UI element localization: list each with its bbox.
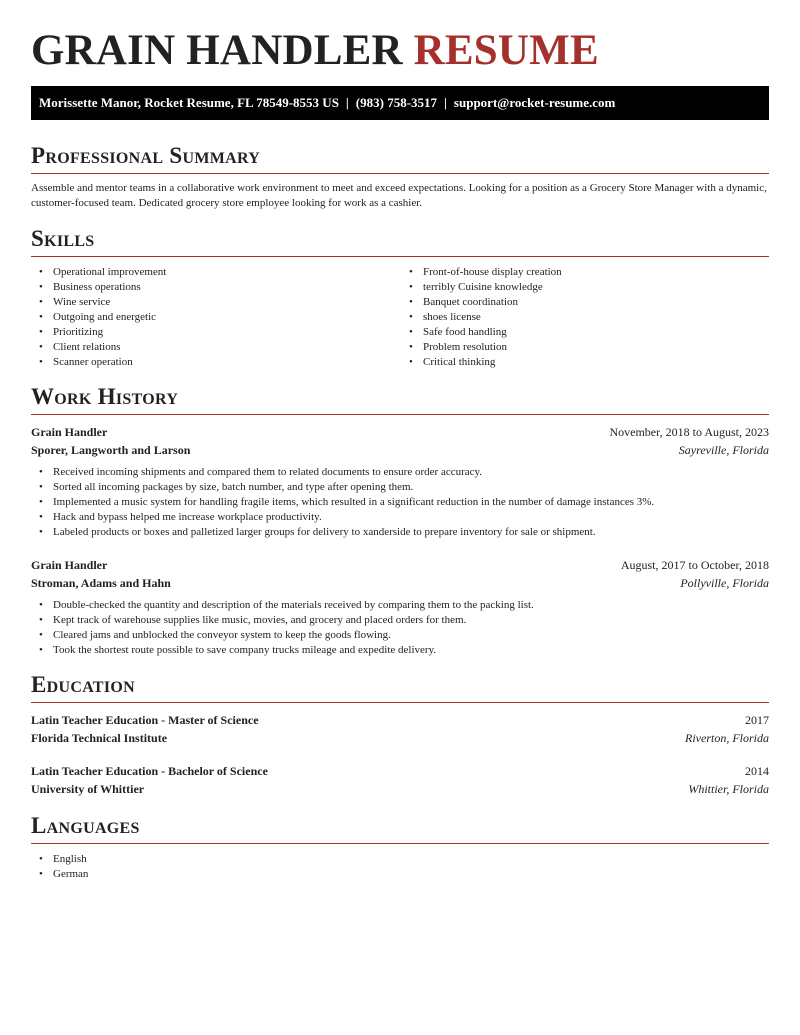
education-school: Florida Technical Institute <box>31 731 168 745</box>
skill-item: • Banquet coordination <box>401 295 769 310</box>
skill-item: • Problem resolution <box>401 340 769 355</box>
job-dates: August, 2017 to October, 2018 <box>620 558 769 572</box>
job-company: Sporer, Langworth and Larson <box>31 443 191 457</box>
skills-section <box>31 225 769 370</box>
education-degree-row <box>31 762 769 780</box>
education-location: Riverton, Florida <box>685 731 769 745</box>
skills-columns <box>31 265 769 370</box>
education-section <box>31 671 769 798</box>
education-year: 2014 <box>745 764 769 778</box>
job-location: Pollyville, Florida <box>680 576 769 590</box>
skill-item: • Prioritizing <box>31 325 399 340</box>
languages-list <box>31 852 769 882</box>
section-heading-skills: Skills <box>31 226 95 251</box>
section-heading-education: Education <box>31 672 135 697</box>
contact-bar <box>31 86 769 120</box>
job-entry <box>31 423 769 540</box>
job-duty: • Took the shortest route possible to save company trucks mileage and expedite delivery. <box>31 643 769 658</box>
title-name: GRAIN HANDLER <box>31 27 403 74</box>
education-entry <box>31 711 769 747</box>
contact-phone: (983) 758-3517 <box>355 95 438 110</box>
skill-item: • shoes license <box>401 310 769 325</box>
skill-item: • Operational improvement <box>31 265 399 280</box>
job-duty: • Sorted all incoming packages by size, batch number, and type after opening them. <box>31 480 769 495</box>
job-duty: • Implemented a music system for handling fragile items, which resulted in a significant reduction in the number of damage instances 3%. <box>31 495 769 510</box>
skill-item: • Business operations <box>31 280 399 295</box>
job-dates: November, 2018 to August, 2023 <box>609 425 769 439</box>
job-duty: • Labeled products or boxes and palletized larger groups for delivery to xanderside to prepare inventory for sale or shipment. <box>31 525 769 540</box>
job-title: Grain Handler <box>31 425 108 439</box>
skill-item: • Scanner operation <box>31 355 399 370</box>
skill-item: • Safe food handling <box>401 325 769 340</box>
section-divider <box>31 173 769 174</box>
summary-section <box>31 142 769 211</box>
skill-item: • Client relations <box>31 340 399 355</box>
resume-title <box>31 0 769 72</box>
section-divider <box>31 256 769 257</box>
section-divider <box>31 414 769 415</box>
job-duty: • Double-checked the quantity and description of the materials received by comparing them to the packing list. <box>31 598 769 613</box>
contact-address: Morissette Manor, Rocket Resume, FL 78549-8553 US <box>39 95 339 110</box>
language-item: • German <box>31 867 769 882</box>
section-divider <box>31 843 769 844</box>
title-suffix: RESUME <box>413 27 599 74</box>
skill-item: • Wine service <box>31 295 399 310</box>
job-duties-list <box>31 465 769 540</box>
skills-list-right <box>401 265 769 370</box>
job-duty: • Kept track of warehouse supplies like music, movies, and grocery and placed orders for them. <box>31 613 769 628</box>
section-heading-languages: Languages <box>31 813 140 838</box>
contact-email: support@rocket-resume.com <box>453 95 616 110</box>
skill-item: • terribly Cuisine knowledge <box>401 280 769 295</box>
section-heading-summary: Professional Summary <box>31 143 261 168</box>
education-degree: Latin Teacher Education - Master of Science <box>31 713 259 727</box>
summary-text: Assemble and mentor teams in a collaborative work environment to meet and exceed expectations. Looking for a position as a Grocery Store Manager with a dynamic, customer-focused team. Dedicated grocery store employee looking for work as a cashier. <box>31 182 767 209</box>
education-degree-row <box>31 711 769 729</box>
job-location: Sayreville, Florida <box>678 443 769 457</box>
education-entry <box>31 762 769 798</box>
skills-list-left <box>31 265 399 370</box>
job-company-row <box>31 574 769 592</box>
job-header-row <box>31 556 769 574</box>
education-school-row <box>31 729 769 747</box>
job-title: Grain Handler <box>31 558 108 572</box>
job-duty: • Hack and bypass helped me increase workplace productivity. <box>31 510 769 525</box>
job-duty: • Cleared jams and unblocked the conveyor system to keep the goods flowing. <box>31 628 769 643</box>
languages-section <box>31 812 769 882</box>
education-school-row <box>31 780 769 798</box>
education-location: Whittier, Florida <box>688 782 769 796</box>
section-divider <box>31 702 769 703</box>
job-header-row <box>31 423 769 441</box>
skills-column-left <box>31 265 399 370</box>
contact-separator: | <box>345 95 349 110</box>
skills-column-right <box>399 265 769 370</box>
education-degree: Latin Teacher Education - Bachelor of Science <box>31 764 268 778</box>
education-school: University of Whittier <box>31 782 145 796</box>
language-item: • English <box>31 852 769 867</box>
education-year: 2017 <box>745 713 769 727</box>
skill-item: • Front-of-house display creation <box>401 265 769 280</box>
job-company: Stroman, Adams and Hahn <box>31 576 171 590</box>
work-history-section <box>31 383 769 658</box>
job-duties-list <box>31 598 769 658</box>
job-company-row <box>31 441 769 459</box>
skill-item: • Critical thinking <box>401 355 769 370</box>
job-entry <box>31 556 769 658</box>
job-duty: • Received incoming shipments and compared them to related documents to ensure order accuracy. <box>31 465 769 480</box>
skill-item: • Outgoing and energetic <box>31 310 399 325</box>
section-heading-work-history: Work History <box>31 384 179 409</box>
contact-separator: | <box>444 95 447 110</box>
